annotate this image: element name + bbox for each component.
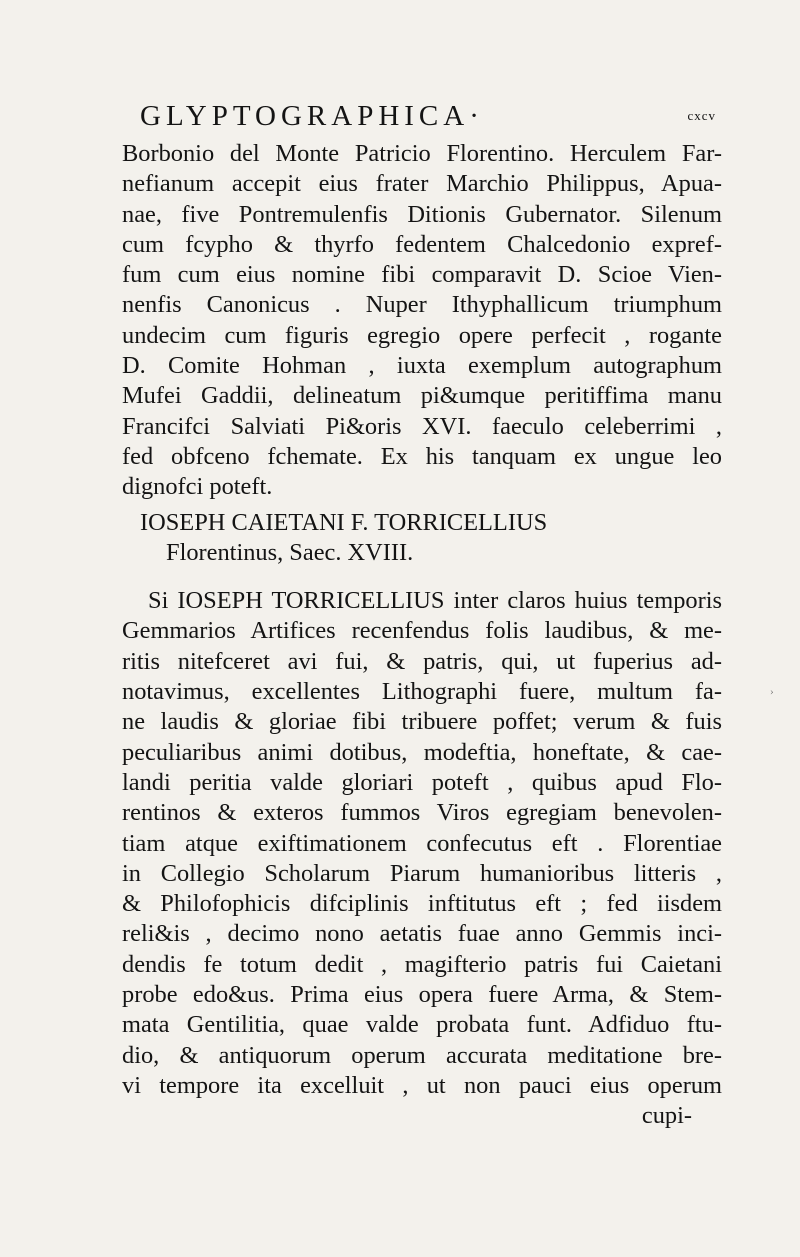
text-line: tiam atque exiftimationem confecutus eft . Florentiae [122, 829, 722, 857]
text-line: nefianum accepit eius frater Marchio Philippus, Apua- [122, 170, 722, 198]
text-line: ne laudis & gloriae fibi tribuere poffet; verum & fuis [122, 708, 722, 736]
text-line: Francifci Salviati Pi&oris XVI. faeculo celeberrimi , [122, 412, 722, 440]
text-line: D. Comite Hohman , iuxta exemplum autographum [122, 352, 722, 380]
text-line: nae, five Pontremulenfis Ditionis Gubernator. Silenum [122, 200, 722, 228]
body-text [122, 139, 722, 1132]
text-line: cum fcypho & thyrfo fedentem Chalcedonio expref- [122, 230, 722, 258]
text-line: mata Gentilitia, quae valde probata funt. Adfiduo ftu- [122, 1011, 722, 1039]
paragraph [122, 586, 722, 1101]
text-line: Borbonio del Monte Patricio Florentino. Herculem Far- [122, 140, 722, 167]
running-title: GLYPTOGRAPHICA· [140, 100, 484, 132]
running-head [88, 96, 716, 136]
text-line: & Philofophicis difciplinis inftitutus eft ; fed iisdem [122, 890, 722, 918]
text-line: Si IOSEPH TORRICELLIUS inter claros huius temporis [148, 587, 722, 615]
text-line: undecim cum figuris egregio opere perfecit , rogante [122, 321, 722, 349]
text-line: ritis nitefceret avi fui, & patris, qui, ut fuperius ad- [122, 647, 722, 675]
paragraph [122, 139, 722, 503]
catchword: cupi- [641, 1102, 692, 1130]
text-line: peculiaribus animi dotibus, modeftia, honeftate, & cae- [122, 738, 722, 766]
text-line: in Collegio Scholarum Piarum humanioribus litteris , [122, 859, 722, 887]
text-line: vi tempore ita excelluit , ut non pauci eius operum [122, 1071, 722, 1099]
text-line: Gemmarios Artifices recenfendus folis laudibus, & me- [122, 617, 722, 645]
text-line: probe edo&us. Prima eius opera fuere Arma, & Stem- [122, 981, 722, 1009]
text-line: fum cum eius nomine fibi comparavit D. Scioe Vien- [122, 261, 722, 289]
text-line: rentinos & exteros fummos Viros egregiam benevolen- [122, 799, 722, 827]
section-subheading: Florentinus, Saec. XVIII. [166, 538, 414, 566]
text-line: nenfis Canonicus . Nuper Ithyphallicum triumphum [122, 291, 722, 319]
text-line: dignofci poteft. [122, 473, 273, 501]
text-line: notavimus, excellentes Lithographi fuere, multum fa- [122, 678, 722, 706]
text-line: fed obfceno fchemate. Ex his tanquam ex ungue leo [122, 442, 722, 470]
text-line: Mufei Gaddii, delineatum pi&umque peritiffima manu [122, 382, 722, 410]
section-heading: IOSEPH CAIETANI F. TORRICELLIUS [140, 508, 548, 536]
text-line: dio, & antiquorum operum accurata meditatione bre- [122, 1041, 722, 1069]
text-line: landi peritia valde gloriari poteft , quibus apud Flo- [122, 768, 722, 796]
text-line: dendis fe totum dedit , magifterio patris fui Caietani [122, 950, 722, 978]
text-line: reli&is , decimo nono aetatis fuae anno Gemmis inci- [122, 920, 722, 948]
margin-mark-icon: › [770, 688, 774, 698]
page-number: cxcv [687, 108, 716, 123]
